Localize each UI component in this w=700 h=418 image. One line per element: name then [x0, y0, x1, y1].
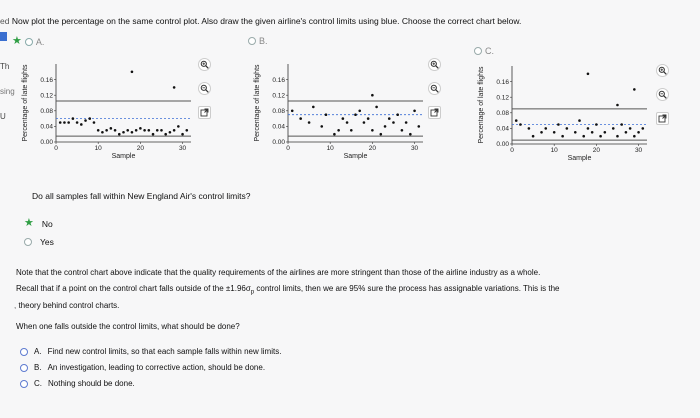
x-tick-label: 0 — [286, 145, 290, 152]
data-point — [333, 133, 336, 136]
data-point — [114, 129, 117, 132]
data-point — [380, 133, 383, 136]
grid-icon — [0, 32, 7, 41]
x-axis-label: Sample — [343, 153, 368, 160]
data-point — [384, 125, 387, 128]
x-tick-label: 30 — [634, 147, 643, 154]
left-text-u: U — [0, 112, 6, 121]
y-tick-label: 0.08 — [40, 108, 53, 115]
choice-a-letter: A. — [34, 347, 42, 356]
data-point — [354, 113, 357, 116]
left-strip — [0, 32, 15, 392]
data-point — [135, 129, 138, 132]
expand-icon[interactable] — [428, 106, 441, 119]
y-tick-label: 0.12 — [496, 94, 509, 102]
answer-yes-radio[interactable] — [24, 238, 32, 246]
zoom-out-icon[interactable] — [656, 88, 669, 101]
option-a-label: A. — [35, 36, 45, 47]
data-point — [88, 117, 91, 120]
choice-c-letter: C. — [34, 379, 42, 388]
data-point — [553, 131, 556, 134]
y-tick-label: 0.12 — [40, 92, 53, 100]
y-tick-label: 0.00 — [496, 141, 509, 149]
zoom-in-icon[interactable] — [198, 58, 211, 71]
data-point — [358, 110, 361, 113]
choice-a-radio[interactable] — [20, 348, 28, 356]
control-chart-a — [18, 56, 198, 176]
data-point — [616, 104, 619, 107]
answer-no[interactable] — [24, 218, 53, 229]
data-point — [625, 131, 628, 134]
data-point — [160, 129, 163, 132]
data-point — [519, 123, 522, 126]
y-tick-label: 0.00 — [40, 139, 53, 147]
choice-b-radio[interactable] — [20, 364, 28, 372]
data-point — [532, 135, 535, 138]
x-tick-label: 20 — [368, 145, 376, 152]
zoom-out-icon[interactable] — [428, 82, 441, 95]
control-chart-b — [250, 56, 430, 176]
data-point — [557, 123, 560, 126]
option-b[interactable] — [248, 36, 268, 46]
data-point — [72, 117, 75, 120]
x-tick-label: 10 — [94, 145, 102, 152]
data-point — [67, 121, 70, 124]
y-axis-label: Percentage of late flights — [22, 64, 29, 142]
data-point — [641, 127, 644, 130]
x-tick-label: 20 — [136, 145, 144, 152]
zoom-in-icon[interactable] — [428, 58, 441, 71]
data-point — [612, 127, 615, 130]
x-tick-label: 30 — [410, 145, 419, 152]
data-point — [392, 121, 395, 124]
data-point — [76, 121, 79, 124]
data-point — [409, 133, 412, 136]
note-3: , theory behind control charts. — [14, 301, 120, 310]
data-point — [101, 131, 104, 134]
option-a-radio[interactable] — [25, 38, 33, 46]
data-point — [181, 133, 184, 136]
data-point — [122, 131, 125, 134]
choice-b-letter: B. — [34, 363, 42, 372]
note-2-subscript: p — [250, 289, 255, 296]
correct-star-icon: ★ — [12, 35, 22, 47]
data-point — [105, 129, 108, 132]
data-point — [346, 121, 349, 124]
data-point — [566, 127, 569, 130]
data-point — [582, 135, 585, 138]
data-point — [131, 131, 134, 134]
choice-b[interactable] — [20, 363, 265, 372]
y-tick-label: 0.04 — [496, 125, 509, 133]
y-tick-label: 0.08 — [272, 108, 285, 115]
data-point — [131, 71, 134, 74]
note-2-text-b: control limits, then we are 95% sure the process has assignable variations. This is the — [256, 284, 560, 293]
data-point — [375, 106, 378, 109]
answer-yes-label: Yes — [40, 237, 54, 247]
header-prefix: ed — [0, 16, 10, 26]
choice-c-radio[interactable] — [20, 380, 28, 388]
data-point — [320, 125, 323, 128]
data-point — [185, 129, 188, 132]
data-point — [291, 110, 294, 113]
data-point — [561, 135, 564, 138]
data-point — [118, 133, 121, 136]
y-tick-label: 0.16 — [40, 76, 53, 84]
zoom-in-icon[interactable] — [656, 64, 669, 77]
zoom-out-icon[interactable] — [198, 82, 211, 95]
data-point — [629, 127, 632, 130]
x-tick-label: 0 — [510, 147, 514, 154]
note-2-text: Recall that if a point on the control chart falls outside of the ±1.96σ — [16, 284, 251, 293]
question-2: When one falls outside the control limits, what should be done? — [16, 322, 240, 331]
option-c-radio[interactable] — [474, 47, 482, 55]
data-point — [371, 94, 374, 97]
data-point — [177, 125, 180, 128]
choice-b-text: An investigation, leading to corrective action, should be done. — [47, 363, 266, 372]
x-tick-label: 10 — [326, 145, 334, 152]
left-text-th: Th — [0, 62, 10, 71]
data-point — [540, 131, 543, 134]
question-1: Do all samples fall within New England Air's control limits? — [32, 191, 251, 201]
data-point — [633, 135, 636, 138]
data-point — [156, 129, 159, 132]
data-point — [63, 121, 66, 124]
data-point — [325, 113, 328, 116]
data-point — [93, 121, 96, 124]
data-point — [587, 73, 590, 76]
data-point — [528, 127, 531, 130]
option-b-radio[interactable] — [248, 37, 256, 45]
expand-icon[interactable] — [198, 106, 211, 119]
y-tick-label: 0.08 — [496, 110, 509, 117]
data-point — [367, 117, 370, 120]
data-point — [595, 123, 598, 126]
instruction-line — [0, 16, 521, 26]
data-point — [388, 117, 391, 120]
data-point — [413, 110, 416, 113]
data-point — [143, 129, 146, 132]
choice-c-text: Nothing should be done. — [48, 379, 135, 388]
data-point — [337, 129, 340, 132]
expand-icon[interactable] — [656, 112, 669, 125]
data-point — [97, 129, 100, 132]
data-point — [363, 121, 366, 124]
data-point — [371, 129, 374, 132]
data-point — [148, 129, 151, 132]
x-axis-label: Sample — [111, 153, 136, 160]
instruction-text: Now plot the percentage on the same control plot. Also draw the given airline's control limits using blue. Choose the correct chart below. — [11, 16, 522, 26]
data-point — [164, 133, 167, 136]
option-b-label: B. — [259, 36, 268, 46]
left-text-sing: sing — [0, 87, 15, 96]
data-point — [84, 119, 87, 122]
data-point — [59, 121, 62, 124]
x-tick-label: 0 — [54, 145, 58, 152]
option-c[interactable] — [474, 46, 494, 56]
data-point — [401, 129, 404, 132]
x-axis-label: Sample — [567, 155, 592, 162]
note-1: Note that the control chart above indicate that the quality requirements of the airlines are more stringent than those of the airline industry as a whole. — [16, 268, 541, 277]
x-tick-label: 30 — [178, 145, 187, 152]
y-tick-label: 0.04 — [272, 123, 285, 131]
data-point — [312, 106, 315, 109]
y-tick-label: 0.00 — [272, 139, 285, 147]
y-tick-label: 0.04 — [40, 123, 53, 131]
data-point — [173, 129, 176, 132]
x-tick-label: 10 — [550, 147, 558, 154]
data-point — [126, 129, 129, 132]
choice-a-text: Find new control limits, so that each sample falls within new limits. — [47, 347, 282, 356]
data-point — [591, 131, 594, 134]
data-point — [139, 127, 142, 130]
data-point — [396, 113, 399, 116]
answer-no-label: No — [41, 218, 53, 229]
data-point — [515, 119, 518, 122]
y-tick-label: 0.16 — [496, 78, 509, 86]
answer-yes[interactable] — [24, 237, 54, 247]
y-axis-label: Percentage of late flights — [254, 64, 261, 142]
data-point — [574, 131, 577, 134]
data-point — [599, 135, 602, 138]
option-c-label: C. — [485, 46, 494, 56]
data-point — [616, 135, 619, 138]
y-tick-label: 0.16 — [272, 76, 285, 84]
data-point — [110, 127, 113, 130]
data-point — [173, 86, 176, 89]
data-point — [80, 123, 83, 126]
data-point — [308, 121, 311, 124]
note-2 — [16, 284, 560, 296]
choice-a[interactable] — [20, 347, 281, 356]
data-point — [350, 129, 353, 132]
control-chart-c — [474, 58, 654, 178]
data-point — [620, 123, 623, 126]
y-axis-label: Percentage of late flights — [478, 66, 485, 144]
data-point — [405, 121, 408, 124]
data-point — [637, 131, 640, 134]
data-point — [633, 88, 636, 91]
choice-c[interactable] — [20, 379, 135, 388]
y-tick-label: 0.12 — [272, 92, 285, 100]
data-point — [544, 127, 547, 130]
data-point — [578, 119, 581, 122]
data-point — [169, 131, 172, 134]
data-point — [342, 117, 345, 120]
data-point — [152, 133, 155, 136]
option-a[interactable] — [12, 36, 44, 47]
note-3-text: theory behind control charts. — [18, 301, 120, 310]
data-point — [604, 131, 607, 134]
data-point — [417, 125, 420, 128]
data-point — [587, 127, 590, 130]
correct-star-icon: ★ — [24, 217, 34, 229]
data-point — [299, 117, 302, 120]
x-tick-label: 20 — [592, 147, 600, 154]
